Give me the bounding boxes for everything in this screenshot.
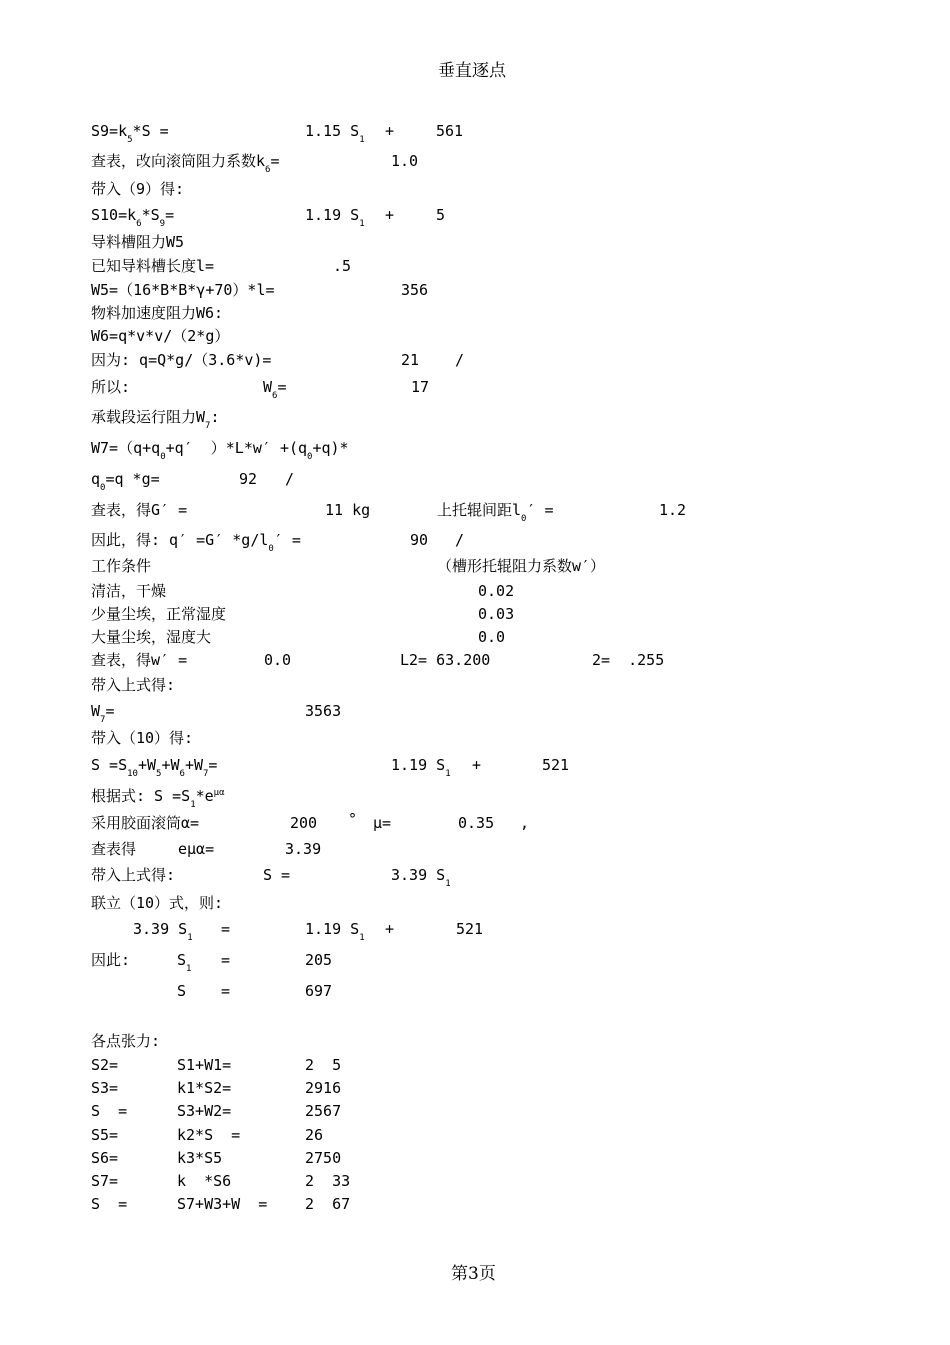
line: W5=（16*B*B*γ+70）*l= xyxy=(91,281,275,299)
text: W xyxy=(263,378,273,396)
line: 物料加速度阻力W6: xyxy=(91,304,224,322)
text: 3.39 S xyxy=(133,920,188,938)
line: 因为: q=Q*g/（3.6*v)= xyxy=(91,351,272,369)
subscript: 6 xyxy=(136,219,142,229)
subscript: 5 xyxy=(156,769,162,779)
plus: + xyxy=(385,206,395,224)
eq-s10 xyxy=(91,206,175,229)
value: 92 xyxy=(239,470,258,488)
eq-s-sum xyxy=(91,756,218,779)
superscript: μα xyxy=(213,788,225,798)
line: 因此: xyxy=(91,951,131,969)
tension-formula: k1*S2= xyxy=(177,1079,232,1097)
s1-label xyxy=(177,951,192,974)
comma: , xyxy=(520,814,530,832)
value: 1.0 xyxy=(391,152,419,170)
value: 0.0 xyxy=(478,628,506,646)
subscript: 6 xyxy=(179,769,185,779)
value: 200 xyxy=(290,814,318,832)
text: 1.19 S xyxy=(305,920,360,938)
w6-label xyxy=(263,378,287,401)
subscript: 0 xyxy=(307,452,313,462)
value: 1.2 xyxy=(659,501,687,519)
text: *S = xyxy=(132,122,169,140)
value xyxy=(305,920,365,943)
line: 带入（9）得: xyxy=(91,180,185,198)
tension-value: 26 xyxy=(305,1126,324,1144)
text: 1.15 S xyxy=(305,122,360,140)
text: ′ = xyxy=(526,501,554,519)
page-number: 第3页 xyxy=(451,1264,496,1284)
line: 查表，得w′ = xyxy=(91,651,188,669)
mu-label: μ= xyxy=(373,814,392,832)
tension-value: 2750 xyxy=(305,1149,342,1167)
value: 521 xyxy=(542,756,570,774)
equals: = xyxy=(221,951,231,969)
subscript: 1 xyxy=(445,769,451,779)
text: +W xyxy=(137,756,157,774)
value: 90 xyxy=(410,531,429,549)
value xyxy=(305,122,365,145)
table-header: （槽形托辊阻力系数w′） xyxy=(437,557,606,575)
text: = xyxy=(105,702,115,720)
value: 0.02 xyxy=(478,582,515,600)
subscript: 1 xyxy=(359,219,365,229)
eq-q-prime xyxy=(91,531,301,554)
equals: = xyxy=(221,920,231,938)
equals: = xyxy=(221,982,231,1000)
w7-label xyxy=(91,702,115,725)
subscript: 0 xyxy=(268,544,274,554)
value xyxy=(305,206,365,229)
eq-euler xyxy=(91,787,225,810)
tension-formula: S1+W1= xyxy=(177,1056,232,1074)
subscript: 6 xyxy=(265,165,271,175)
subscript: 9 xyxy=(159,219,166,229)
text: W7=（q+q xyxy=(91,439,161,457)
line: 带入（10）得: xyxy=(91,729,194,747)
line xyxy=(91,408,220,431)
tension-point: S = xyxy=(91,1195,128,1213)
value: 3563 xyxy=(305,702,342,720)
line: 已知导料槽长度l= xyxy=(91,257,215,275)
subscript: 0 xyxy=(521,514,527,524)
text: S10=k xyxy=(91,206,137,224)
text: = xyxy=(165,206,175,224)
tension-formula: S7+W3+W = xyxy=(177,1195,268,1213)
value: 0.03 xyxy=(478,605,515,623)
tension-point: S = xyxy=(91,1102,128,1120)
condition: 少量尘埃，正常湿度 xyxy=(91,605,227,623)
tension-value: 2916 xyxy=(305,1079,342,1097)
value: 697 xyxy=(305,982,333,1000)
line: 导料槽阻力W5 xyxy=(91,233,185,251)
text: q xyxy=(91,470,101,488)
line: 带入上式得: xyxy=(91,676,176,694)
text: +q′ ）*L*w′ +(q xyxy=(165,439,308,457)
subscript: 7 xyxy=(100,715,106,725)
tension-value: 2567 xyxy=(305,1102,342,1120)
text: = xyxy=(277,378,287,396)
line-k6 xyxy=(91,152,280,175)
unit: / xyxy=(455,531,465,549)
text: 查表，改向滚筒阻力系数k xyxy=(91,152,266,170)
value: 0.35 xyxy=(458,814,495,832)
text: *e xyxy=(195,787,214,805)
text: +q)* xyxy=(312,439,349,457)
condition: 清洁，干燥 xyxy=(91,582,167,600)
text: 3.39 S xyxy=(391,866,446,884)
subscript: 1 xyxy=(359,933,365,943)
tension-value: 2 67 xyxy=(305,1195,351,1213)
subscript: 1 xyxy=(190,800,196,810)
text: = xyxy=(208,756,218,774)
value: 521 xyxy=(456,920,484,938)
value xyxy=(391,866,451,889)
line: 带入上式得: xyxy=(91,866,176,884)
text: =q *g= xyxy=(105,470,160,488)
value: L2= 63.200 xyxy=(400,651,491,669)
tension-formula: k3*S5 xyxy=(177,1149,223,1167)
value: 11 kg xyxy=(325,501,371,519)
text: = xyxy=(270,152,280,170)
subscript: 7 xyxy=(203,769,209,779)
tension-value: 2 5 xyxy=(305,1056,342,1074)
unit: / xyxy=(285,470,295,488)
plus: + xyxy=(385,920,395,938)
text: 上托辊间距l xyxy=(437,501,522,519)
text: *S xyxy=(141,206,160,224)
text: : xyxy=(210,408,220,426)
s-label: S xyxy=(177,982,187,1000)
page-title: 垂直逐点 xyxy=(438,61,506,81)
tension-formula: k *S6 xyxy=(177,1172,232,1190)
tension-point: S3= xyxy=(91,1079,119,1097)
value: 3.39 xyxy=(285,840,322,858)
value: 21 xyxy=(401,351,420,369)
line: 联立（10）式，则: xyxy=(91,894,224,912)
text: +W xyxy=(184,756,203,774)
value: 205 xyxy=(305,951,333,969)
line: 查表，得G′ = xyxy=(91,501,188,519)
idler-spacing-label xyxy=(437,501,554,524)
line: 采用胶面滚筒α= xyxy=(91,814,200,832)
value: 5 xyxy=(436,206,446,224)
subscript: 1 xyxy=(445,879,451,889)
subscript: 10 xyxy=(127,769,138,779)
subscript: 6 xyxy=(272,391,278,401)
text: ′ = xyxy=(273,531,301,549)
eq-q0 xyxy=(91,470,160,493)
value: 17 xyxy=(411,378,430,396)
line: 查表得 xyxy=(91,840,137,858)
tension-point: S6= xyxy=(91,1149,119,1167)
text: S =S xyxy=(91,756,128,774)
label: S = xyxy=(263,866,291,884)
text: S9=k xyxy=(91,122,128,140)
text: S xyxy=(177,951,187,969)
value: 561 xyxy=(436,122,464,140)
value xyxy=(133,920,193,943)
subscript: 7 xyxy=(205,421,211,431)
tension-point: S7= xyxy=(91,1172,119,1190)
subscript: 0 xyxy=(100,483,106,493)
unit: / xyxy=(455,351,465,369)
condition: 大量尘埃，湿度大 xyxy=(91,628,212,646)
subscript: 0 xyxy=(160,452,166,462)
value: 2= .255 xyxy=(592,651,665,669)
degree: ° xyxy=(348,810,358,828)
tension-formula: k2*S = xyxy=(177,1126,241,1144)
value: .5 xyxy=(333,257,352,275)
text: +W xyxy=(161,756,180,774)
eq-s9 xyxy=(91,122,169,145)
text: 1.19 S xyxy=(305,206,360,224)
plus: + xyxy=(385,122,395,140)
subscript: 1 xyxy=(187,933,193,943)
tension-point: S5= xyxy=(91,1126,119,1144)
text: 因此，得: q′ =G′ *g/l xyxy=(91,531,269,549)
subscript: 1 xyxy=(359,135,365,145)
eq-w7 xyxy=(91,439,349,462)
text: 1.19 S xyxy=(391,756,446,774)
tension-formula: S3+W2= xyxy=(177,1102,232,1120)
text: W xyxy=(91,702,101,720)
value xyxy=(391,756,451,779)
plus: + xyxy=(472,756,482,774)
subscript: 5 xyxy=(127,135,133,145)
label: eμα= xyxy=(178,840,215,858)
line: 所以: xyxy=(91,378,131,396)
subscript: 1 xyxy=(186,964,192,974)
text: 承载段运行阻力W xyxy=(91,408,206,426)
tension-point: S2= xyxy=(91,1056,119,1074)
section-heading: 各点张力: xyxy=(91,1032,161,1050)
value: 356 xyxy=(401,281,429,299)
table-header: 工作条件 xyxy=(91,557,152,575)
text: 根据式: S =S xyxy=(91,787,191,805)
line: W6=q*v*v/（2*g） xyxy=(91,327,230,345)
tension-value: 2 33 xyxy=(305,1172,351,1190)
value: 0.0 xyxy=(264,651,292,669)
